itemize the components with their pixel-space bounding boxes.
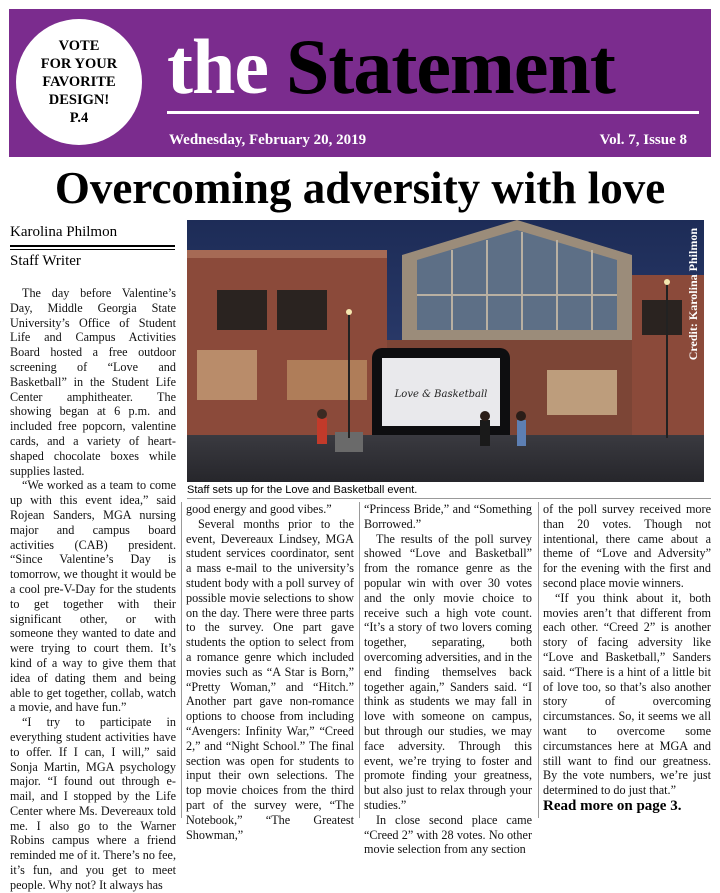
masthead xyxy=(9,9,711,157)
paragraph: of the poll survey received more than 20 votes. Though not intentional, there came about a theme of “Love and Adversity” for the evening with the first and second place movie winners. xyxy=(543,502,711,590)
window xyxy=(217,290,267,330)
headline: Overcoming adversity with love xyxy=(54,163,666,213)
column-rule xyxy=(181,502,182,818)
byline-rule-thin xyxy=(10,249,175,250)
window xyxy=(277,290,327,330)
vote-badge[interactable] xyxy=(16,19,142,145)
building-left-wing xyxy=(187,250,387,440)
read-more-link[interactable]: Read more on page 3. xyxy=(543,798,682,814)
title-main: Statement xyxy=(285,23,615,110)
plaza-ground xyxy=(187,435,704,482)
byline-role: Staff Writer xyxy=(10,253,81,269)
paragraph: Several months prior to the event, Devereaux Lindsey, MGA student services coordinator, sent a mass e-mail to the university’s student body with a poll survey of possible movie selections to show on the day. There were three parts to the survey. One part gave students the option to select from a romance genre which included movies such as “A Star is Born,” “Pretty Woman,” and “Hitch.” Another part gave non-romance options to choose from including “Avengers: Infinity War,” “Creed 2,” and “Night School.” The final section was open for students to input their own selections. The top movie choices from the third part of the survey were, “The Notebook,” “The Greatest Showman,” xyxy=(186,516,354,842)
person xyxy=(517,420,526,446)
paragraph: The day before Valentine’s Day, Middle Georgia State University’s Office of Student Life and Campus Activities Board hosted a free outdoor screening of “Love and Basketball” in the Student Life Center amphitheater. The showing began at 6 p.m. and included free popcorn, valentine cards, and a variety of heart-shaped chocolate boxes while supplies lasted. xyxy=(10,286,176,478)
window xyxy=(197,350,257,400)
byline-author: Karolina Philmon xyxy=(10,224,118,240)
title-rule xyxy=(167,111,699,114)
window xyxy=(287,360,367,400)
person xyxy=(317,418,327,444)
column-rule xyxy=(538,502,539,818)
title-the: the xyxy=(167,23,268,110)
event-photo-illustration xyxy=(187,220,704,482)
article-column-2 xyxy=(186,502,354,842)
column-rule xyxy=(359,502,360,818)
newspaper-title xyxy=(167,23,615,110)
paragraph: The results of the poll survey showed “Love and Basketball” from the romance genre as the popular win with over 30 votes and the only movie choice to receive such a high vote count. “It’s a story of two lovers coming together, separating, both overcoming adversities, and in the end finding themselves back together again,” Sanders said. “I think as students we may fall in love with someone on campus, but through our studies, we may face adversity. Through this event, we’re trying to foster and promote finding your greatness, but also just to relax through your studies.” xyxy=(364,531,532,812)
paragraph: good energy and good vibes.” xyxy=(186,502,332,516)
caption-rule xyxy=(187,498,711,499)
photo-caption: Staff sets up for the Love and Basketball event. xyxy=(187,484,418,496)
article-photo[interactable] xyxy=(187,220,704,482)
paragraph: “I try to participate in everything student activities have to offer. If I can, I will,” said Sonja Martin, MGA psychology major. “I found out through e-mail, and I stopped by the Life Center where Ms. Devereaux told me. I also go to the Warner Robins campus where a friend reminded me of it. There’s no fee, it’s fun, and you get to meet people. Why not? It always has xyxy=(10,715,176,892)
article-column-3 xyxy=(364,502,532,857)
paragraph: In close second place came “Creed 2” with 28 votes. No other movie selection from any section xyxy=(364,812,532,857)
screen-title: Love & Basketball xyxy=(394,389,488,400)
paragraph: “We worked as a team to come up with this event idea,” said Rojean Sanders, MGA nursing major and campus board activities (CAB) president. “Since Valentine’s Day is tomorrow, we thought it would be a cool pre-V-Day for the students to get together with their significant other, or with someone they wanted to date and were trying to court them. It’s kind of a way to give them that idea of dating them and being able to get together, collab, watch a movie, and have fun.” xyxy=(10,478,176,715)
article-column-4 xyxy=(543,502,711,798)
person xyxy=(480,420,490,446)
article-column-1 xyxy=(10,286,176,892)
issue-date: Wednesday, February 20, 2019 xyxy=(169,132,367,148)
photo-credit: Credit: Karolina Philmon xyxy=(686,228,700,361)
issue-volume: Vol. 7, Issue 8 xyxy=(599,132,687,148)
vote-badge-text: VOTE FOR YOUR FAVORITE DESIGN! P.4 xyxy=(40,38,118,126)
paragraph: “If you think about it, both movies aren’t that different from each other. “Creed 2” is another story of facing adversity like “Love and Basketball,” Sanders said. “There is a hint of a little bit of love too, so that’s also another story of overcoming circumstances. So, it seems we all want to overcome some circumstances here at MGA and still want to find our greatness. By the vote numbers, we’re just determined to do just that.” xyxy=(543,590,711,798)
paragraph: “Princess Bride,” and “Something Borrowed.” xyxy=(364,502,532,531)
byline-rule xyxy=(10,245,175,247)
